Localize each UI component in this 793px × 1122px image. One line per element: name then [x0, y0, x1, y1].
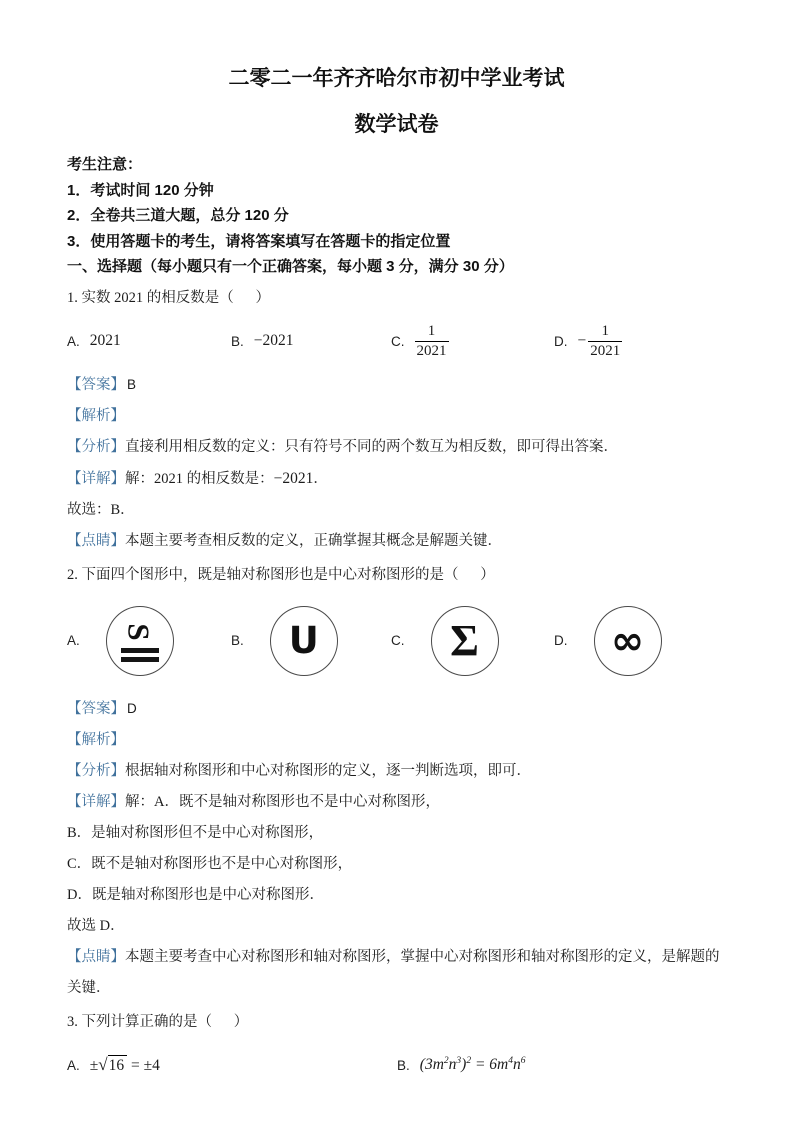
fenxi-text: 直接利用相反数的定义：只有符号不同的两个数互为相反数，即可得出答案． — [125, 438, 618, 455]
fraction-numerator: 1 — [588, 322, 622, 342]
q2-guxuan-line: 故选 D． — [67, 917, 125, 934]
q3-options-row — [67, 1038, 726, 1093]
dianjing-text: 本题主要考查中心对称图形和轴对称图形，掌握中心对称图形和轴对称图形的定义，是解题的关键． — [67, 948, 720, 996]
exponent-4: 4 — [508, 1055, 513, 1066]
exponent-1: 2 — [443, 1055, 449, 1066]
fraction — [588, 322, 622, 361]
option-letter: A. — [67, 333, 80, 349]
xiangjie-text: 解：2021 的相反数是： — [125, 470, 274, 487]
option-letter: B. — [231, 633, 244, 648]
q1-xiangjie-line — [67, 463, 726, 495]
notice-item-3: 3．使用答题卡的考生，请将答案填写在答题卡的指定位置 — [67, 232, 451, 250]
exponent-5: 6 — [520, 1055, 526, 1066]
exam-title: 二零二一年齐齐哈尔市初中学业考试 — [228, 67, 565, 90]
notice-heading: 考生注意： — [67, 156, 143, 173]
figure-circle — [594, 606, 662, 676]
option-value: −2021 — [253, 332, 294, 349]
q2-figure-d — [554, 606, 726, 676]
q2-xiangjie-line — [67, 787, 726, 818]
answer-value: D — [127, 700, 137, 716]
q1-jiexi-line — [67, 401, 726, 432]
option-letter: D. — [554, 633, 568, 648]
fraction — [415, 322, 449, 361]
plus-minus-sign: ± — [89, 1057, 99, 1074]
sigma-symbol-icon: Σ — [450, 615, 479, 665]
option-letter: D. — [554, 333, 568, 349]
xiangjie-math: −2021 — [273, 469, 314, 487]
xiangjie-text: 解：A．既不是轴对称图形也不是中心对称图形， — [125, 793, 440, 810]
xiangjie-label: 【详解】 — [67, 470, 125, 487]
xiangjie-label: 【详解】 — [67, 793, 125, 810]
option-letter: A. — [67, 633, 80, 648]
equals-part: = 6m — [471, 1056, 509, 1073]
q2-figure-b — [231, 606, 391, 676]
q3-stem: 3. 下列计算正确的是（ ） — [67, 1013, 249, 1030]
fraction-numerator: 1 — [415, 322, 449, 342]
figure-circle — [431, 606, 499, 676]
option-value: 2021 — [89, 332, 121, 349]
q1-fenxi-line — [67, 432, 726, 463]
q1-answer-line — [67, 369, 726, 401]
option-letter: C. — [391, 333, 405, 349]
term-1: 3m — [424, 1056, 444, 1073]
q2-detail-b: B．是轴对称图形但不是中心对称图形， — [67, 824, 324, 841]
radicand: 16 — [108, 1055, 128, 1074]
jiexi-label: 【解析】 — [67, 407, 125, 424]
exam-subtitle: 数学试卷 — [354, 113, 439, 136]
q1-stem: 1. 实数 2021 的相反数是（ ） — [67, 289, 270, 306]
section-1-heading: 一、选择题（每小题只有一个正确答案，每小题 3 分，满分 30 分） — [67, 258, 514, 275]
dianjing-label: 【点睛】 — [67, 532, 125, 549]
term-2: n — [448, 1056, 457, 1073]
option-letter: C. — [391, 633, 405, 648]
exponent-3: 2 — [466, 1055, 472, 1066]
q2-answer-line — [67, 693, 726, 725]
q2-detail-c: C．既不是轴对称图形也不是中心对称图形， — [67, 855, 353, 872]
option-letter: B. — [397, 1057, 410, 1073]
q2-dianjing-line — [67, 942, 726, 1004]
close-paren: ) — [461, 1056, 467, 1073]
infinity-symbol-icon: ∞ — [610, 617, 645, 664]
q1-option-d — [554, 322, 726, 361]
q2-stem: 2. 下面四个图形中，既是轴对称图形也是中心对称图形的是（ ） — [67, 566, 495, 583]
exponent-2: 3 — [456, 1055, 462, 1066]
q1-option-a — [67, 332, 231, 350]
answer-value: B — [127, 376, 137, 392]
q3-option-b — [397, 1056, 726, 1074]
figure-circle — [106, 606, 174, 676]
term-3: n — [512, 1056, 521, 1073]
q1-dianjing-line — [67, 526, 726, 557]
dianjing-text: 本题主要考查相反数的定义，正确掌握其概念是解题关键． — [125, 532, 502, 549]
q2-figure-a — [67, 606, 231, 676]
bar-2 — [121, 657, 159, 662]
fenxi-label: 【分析】 — [67, 762, 125, 779]
minus-sign: − — [577, 332, 587, 349]
option-letter: A. — [67, 1057, 80, 1073]
open-paren: ( — [419, 1056, 425, 1073]
rotated-s-glyph: S — [122, 622, 158, 641]
q2-fenxi-line — [67, 756, 726, 787]
fraction-denominator: 2021 — [590, 342, 621, 359]
answer-label: 【答案】 — [67, 376, 125, 393]
notice-item-2: 2．全卷共三道大题，总分 120 分 — [67, 207, 289, 224]
q2-figures-row — [67, 597, 726, 685]
union-symbol-icon: U — [288, 619, 319, 662]
dianjing-label: 【点睛】 — [67, 948, 125, 965]
sqrt-expression — [90, 1055, 160, 1075]
bar-1 — [121, 648, 159, 653]
q1-option-b — [231, 332, 391, 350]
q1-options-row — [67, 314, 726, 369]
answer-label: 【答案】 — [67, 700, 125, 717]
fenxi-label: 【分析】 — [67, 438, 125, 455]
xiangjie-period: ． — [313, 470, 328, 487]
q1-option-c — [391, 322, 554, 361]
q1-guxuan-line: 故选：B． — [67, 501, 135, 518]
q2-jiexi-line — [67, 725, 726, 756]
power-expression — [420, 1056, 526, 1074]
jiexi-label: 【解析】 — [67, 731, 125, 748]
q2-detail-d: D．既是轴对称图形也是中心对称图形． — [67, 886, 324, 903]
q3-option-a — [67, 1055, 397, 1075]
figure-circle — [270, 606, 338, 676]
radical-sign: √ — [98, 1055, 108, 1074]
fraction-denominator: 2021 — [416, 342, 447, 359]
option-letter: B. — [231, 333, 244, 349]
equals-part: = ±4 — [127, 1057, 160, 1074]
q2-figure-c — [391, 606, 554, 676]
fenxi-text: 根据轴对称图形和中心对称图形的定义，逐一判断选项，即可． — [125, 762, 531, 779]
congruent-symbol-icon — [121, 620, 159, 662]
notice-item-1: 1．考试时间 120 分钟 — [67, 181, 214, 199]
